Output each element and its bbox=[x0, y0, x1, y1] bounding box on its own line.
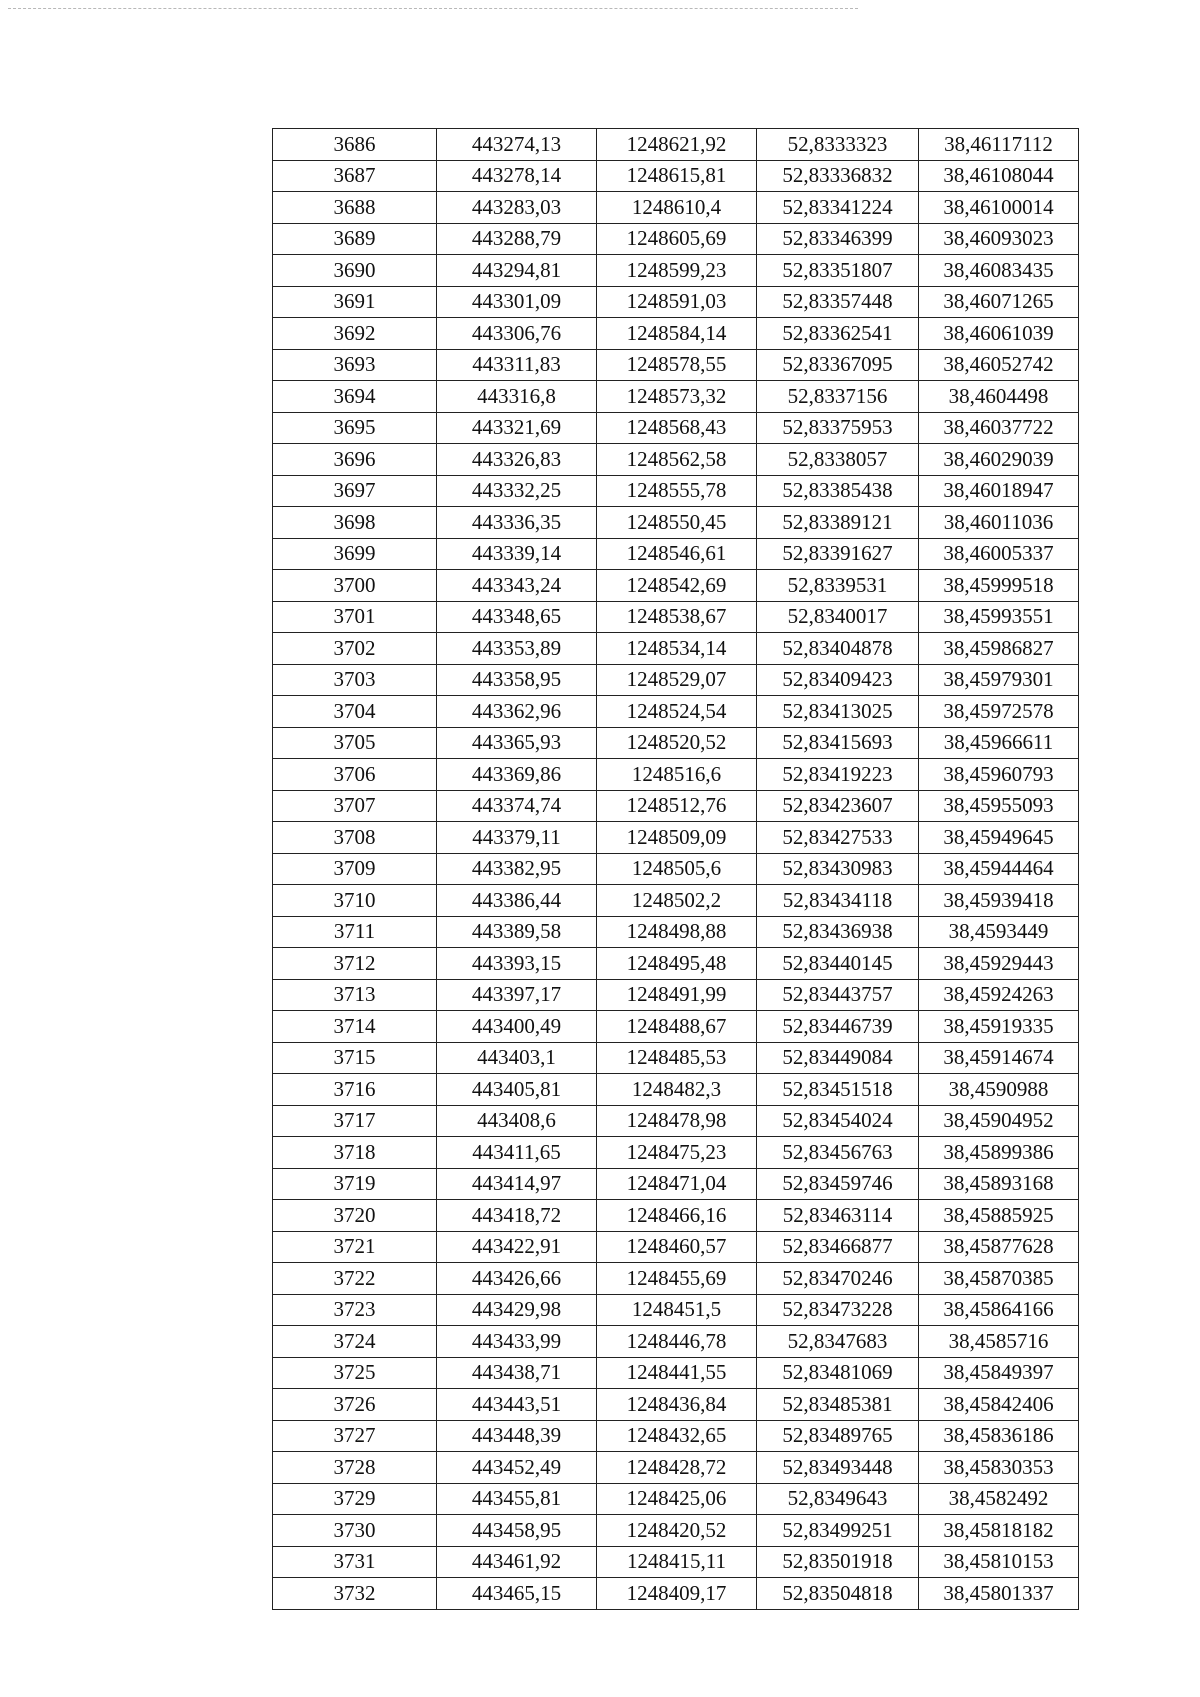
latitude-cell: 52,83346399 bbox=[757, 223, 919, 255]
point-number-cell: 3688 bbox=[273, 192, 437, 224]
x-coordinate-cell: 443426,66 bbox=[437, 1263, 597, 1295]
point-number-cell: 3723 bbox=[273, 1294, 437, 1326]
latitude-cell: 52,83423607 bbox=[757, 790, 919, 822]
y-coordinate-cell: 1248621,92 bbox=[597, 129, 757, 161]
table-row bbox=[273, 1515, 1079, 1547]
x-coordinate-cell: 443374,74 bbox=[437, 790, 597, 822]
longitude-cell: 38,45830353 bbox=[919, 1452, 1079, 1484]
point-number-cell: 3704 bbox=[273, 696, 437, 728]
x-coordinate-cell: 443358,95 bbox=[437, 664, 597, 696]
point-number-cell: 3722 bbox=[273, 1263, 437, 1295]
y-coordinate-cell: 1248436,84 bbox=[597, 1389, 757, 1421]
x-coordinate-cell: 443339,14 bbox=[437, 538, 597, 570]
longitude-cell: 38,45972578 bbox=[919, 696, 1079, 728]
latitude-cell: 52,83501918 bbox=[757, 1546, 919, 1578]
latitude-cell: 52,83459746 bbox=[757, 1168, 919, 1200]
table-row bbox=[273, 1294, 1079, 1326]
x-coordinate-cell: 443386,44 bbox=[437, 885, 597, 917]
longitude-cell: 38,4582492 bbox=[919, 1483, 1079, 1515]
x-coordinate-cell: 443433,99 bbox=[437, 1326, 597, 1358]
point-number-cell: 3686 bbox=[273, 129, 437, 161]
point-number-cell: 3724 bbox=[273, 1326, 437, 1358]
latitude-cell: 52,83463114 bbox=[757, 1200, 919, 1232]
latitude-cell: 52,83489765 bbox=[757, 1420, 919, 1452]
latitude-cell: 52,83427533 bbox=[757, 822, 919, 854]
latitude-cell: 52,8339531 bbox=[757, 570, 919, 602]
latitude-cell: 52,83413025 bbox=[757, 696, 919, 728]
y-coordinate-cell: 1248509,09 bbox=[597, 822, 757, 854]
y-coordinate-cell: 1248455,69 bbox=[597, 1263, 757, 1295]
y-coordinate-cell: 1248573,32 bbox=[597, 381, 757, 413]
point-number-cell: 3727 bbox=[273, 1420, 437, 1452]
table-row bbox=[273, 948, 1079, 980]
latitude-cell: 52,83440145 bbox=[757, 948, 919, 980]
point-number-cell: 3730 bbox=[273, 1515, 437, 1547]
table-row bbox=[273, 223, 1079, 255]
latitude-cell: 52,83415693 bbox=[757, 727, 919, 759]
x-coordinate-cell: 443332,25 bbox=[437, 475, 597, 507]
x-coordinate-cell: 443408,6 bbox=[437, 1105, 597, 1137]
x-coordinate-cell: 443455,81 bbox=[437, 1483, 597, 1515]
x-coordinate-cell: 443403,1 bbox=[437, 1042, 597, 1074]
point-number-cell: 3701 bbox=[273, 601, 437, 633]
x-coordinate-cell: 443443,51 bbox=[437, 1389, 597, 1421]
x-coordinate-cell: 443422,91 bbox=[437, 1231, 597, 1263]
y-coordinate-cell: 1248409,17 bbox=[597, 1578, 757, 1610]
coordinates-table bbox=[272, 128, 1079, 1610]
y-coordinate-cell: 1248432,65 bbox=[597, 1420, 757, 1452]
longitude-cell: 38,45904952 bbox=[919, 1105, 1079, 1137]
latitude-cell: 52,83419223 bbox=[757, 759, 919, 791]
longitude-cell: 38,4585716 bbox=[919, 1326, 1079, 1358]
longitude-cell: 38,4604498 bbox=[919, 381, 1079, 413]
latitude-cell: 52,83454024 bbox=[757, 1105, 919, 1137]
longitude-cell: 38,45924263 bbox=[919, 979, 1079, 1011]
longitude-cell: 38,46011036 bbox=[919, 507, 1079, 539]
point-number-cell: 3708 bbox=[273, 822, 437, 854]
table-row bbox=[273, 381, 1079, 413]
latitude-cell: 52,83473228 bbox=[757, 1294, 919, 1326]
latitude-cell: 52,83456763 bbox=[757, 1137, 919, 1169]
y-coordinate-cell: 1248568,43 bbox=[597, 412, 757, 444]
table-row bbox=[273, 1326, 1079, 1358]
x-coordinate-cell: 443465,15 bbox=[437, 1578, 597, 1610]
longitude-cell: 38,45939418 bbox=[919, 885, 1079, 917]
y-coordinate-cell: 1248478,98 bbox=[597, 1105, 757, 1137]
table-row bbox=[273, 129, 1079, 161]
longitude-cell: 38,46083435 bbox=[919, 255, 1079, 287]
latitude-cell: 52,83430983 bbox=[757, 853, 919, 885]
x-coordinate-cell: 443274,13 bbox=[437, 129, 597, 161]
point-number-cell: 3703 bbox=[273, 664, 437, 696]
point-number-cell: 3694 bbox=[273, 381, 437, 413]
table-row bbox=[273, 160, 1079, 192]
x-coordinate-cell: 443348,65 bbox=[437, 601, 597, 633]
x-coordinate-cell: 443461,92 bbox=[437, 1546, 597, 1578]
point-number-cell: 3690 bbox=[273, 255, 437, 287]
y-coordinate-cell: 1248420,52 bbox=[597, 1515, 757, 1547]
latitude-cell: 52,83470246 bbox=[757, 1263, 919, 1295]
table-row bbox=[273, 1483, 1079, 1515]
table-row bbox=[273, 475, 1079, 507]
x-coordinate-cell: 443418,72 bbox=[437, 1200, 597, 1232]
table-row bbox=[273, 318, 1079, 350]
y-coordinate-cell: 1248460,57 bbox=[597, 1231, 757, 1263]
x-coordinate-cell: 443405,81 bbox=[437, 1074, 597, 1106]
longitude-cell: 38,45929443 bbox=[919, 948, 1079, 980]
y-coordinate-cell: 1248555,78 bbox=[597, 475, 757, 507]
latitude-cell: 52,83389121 bbox=[757, 507, 919, 539]
y-coordinate-cell: 1248605,69 bbox=[597, 223, 757, 255]
latitude-cell: 52,83404878 bbox=[757, 633, 919, 665]
x-coordinate-cell: 443389,58 bbox=[437, 916, 597, 948]
latitude-cell: 52,83466877 bbox=[757, 1231, 919, 1263]
longitude-cell: 38,45960793 bbox=[919, 759, 1079, 791]
longitude-cell: 38,45893168 bbox=[919, 1168, 1079, 1200]
point-number-cell: 3692 bbox=[273, 318, 437, 350]
latitude-cell: 52,83481069 bbox=[757, 1357, 919, 1389]
longitude-cell: 38,45914674 bbox=[919, 1042, 1079, 1074]
y-coordinate-cell: 1248491,99 bbox=[597, 979, 757, 1011]
longitude-cell: 38,45810153 bbox=[919, 1546, 1079, 1578]
y-coordinate-cell: 1248542,69 bbox=[597, 570, 757, 602]
longitude-cell: 38,46037722 bbox=[919, 412, 1079, 444]
table-row bbox=[273, 1074, 1079, 1106]
latitude-cell: 52,8333323 bbox=[757, 129, 919, 161]
point-number-cell: 3714 bbox=[273, 1011, 437, 1043]
longitude-cell: 38,45986827 bbox=[919, 633, 1079, 665]
longitude-cell: 38,46100014 bbox=[919, 192, 1079, 224]
point-number-cell: 3699 bbox=[273, 538, 437, 570]
point-number-cell: 3711 bbox=[273, 916, 437, 948]
y-coordinate-cell: 1248546,61 bbox=[597, 538, 757, 570]
table-row bbox=[273, 192, 1079, 224]
x-coordinate-cell: 443311,83 bbox=[437, 349, 597, 381]
x-coordinate-cell: 443458,95 bbox=[437, 1515, 597, 1547]
y-coordinate-cell: 1248441,55 bbox=[597, 1357, 757, 1389]
point-number-cell: 3717 bbox=[273, 1105, 437, 1137]
point-number-cell: 3720 bbox=[273, 1200, 437, 1232]
x-coordinate-cell: 443283,03 bbox=[437, 192, 597, 224]
latitude-cell: 52,8349643 bbox=[757, 1483, 919, 1515]
y-coordinate-cell: 1248599,23 bbox=[597, 255, 757, 287]
longitude-cell: 38,46052742 bbox=[919, 349, 1079, 381]
table-row bbox=[273, 1200, 1079, 1232]
y-coordinate-cell: 1248524,54 bbox=[597, 696, 757, 728]
point-number-cell: 3725 bbox=[273, 1357, 437, 1389]
longitude-cell: 38,45899386 bbox=[919, 1137, 1079, 1169]
point-number-cell: 3696 bbox=[273, 444, 437, 476]
x-coordinate-cell: 443411,65 bbox=[437, 1137, 597, 1169]
scan-edge-mark bbox=[8, 8, 858, 9]
table-row bbox=[273, 1546, 1079, 1578]
table-row bbox=[273, 1420, 1079, 1452]
x-coordinate-cell: 443414,97 bbox=[437, 1168, 597, 1200]
longitude-cell: 38,46093023 bbox=[919, 223, 1079, 255]
longitude-cell: 38,46117112 bbox=[919, 129, 1079, 161]
y-coordinate-cell: 1248428,72 bbox=[597, 1452, 757, 1484]
y-coordinate-cell: 1248591,03 bbox=[597, 286, 757, 318]
x-coordinate-cell: 443301,09 bbox=[437, 286, 597, 318]
y-coordinate-cell: 1248534,14 bbox=[597, 633, 757, 665]
longitude-cell: 38,45979301 bbox=[919, 664, 1079, 696]
coordinates-table-body bbox=[273, 129, 1079, 1610]
point-number-cell: 3702 bbox=[273, 633, 437, 665]
longitude-cell: 38,45993551 bbox=[919, 601, 1079, 633]
point-number-cell: 3726 bbox=[273, 1389, 437, 1421]
table-row bbox=[273, 979, 1079, 1011]
table-row bbox=[273, 1042, 1079, 1074]
point-number-cell: 3705 bbox=[273, 727, 437, 759]
y-coordinate-cell: 1248488,67 bbox=[597, 1011, 757, 1043]
point-number-cell: 3695 bbox=[273, 412, 437, 444]
table-row bbox=[273, 759, 1079, 791]
latitude-cell: 52,83499251 bbox=[757, 1515, 919, 1547]
longitude-cell: 38,45849397 bbox=[919, 1357, 1079, 1389]
y-coordinate-cell: 1248584,14 bbox=[597, 318, 757, 350]
longitude-cell: 38,45944464 bbox=[919, 853, 1079, 885]
table-row bbox=[273, 349, 1079, 381]
x-coordinate-cell: 443343,24 bbox=[437, 570, 597, 602]
table-row bbox=[273, 1105, 1079, 1137]
y-coordinate-cell: 1248502,2 bbox=[597, 885, 757, 917]
latitude-cell: 52,83351807 bbox=[757, 255, 919, 287]
table-row bbox=[273, 570, 1079, 602]
longitude-cell: 38,46029039 bbox=[919, 444, 1079, 476]
y-coordinate-cell: 1248505,6 bbox=[597, 853, 757, 885]
longitude-cell: 38,46108044 bbox=[919, 160, 1079, 192]
table-row bbox=[273, 822, 1079, 854]
table-row bbox=[273, 1263, 1079, 1295]
point-number-cell: 3713 bbox=[273, 979, 437, 1011]
table-row bbox=[273, 601, 1079, 633]
x-coordinate-cell: 443288,79 bbox=[437, 223, 597, 255]
x-coordinate-cell: 443362,96 bbox=[437, 696, 597, 728]
longitude-cell: 38,46018947 bbox=[919, 475, 1079, 507]
latitude-cell: 52,83362541 bbox=[757, 318, 919, 350]
point-number-cell: 3732 bbox=[273, 1578, 437, 1610]
latitude-cell: 52,83485381 bbox=[757, 1389, 919, 1421]
latitude-cell: 52,83436938 bbox=[757, 916, 919, 948]
table-row bbox=[273, 538, 1079, 570]
point-number-cell: 3700 bbox=[273, 570, 437, 602]
point-number-cell: 3719 bbox=[273, 1168, 437, 1200]
table-row bbox=[273, 727, 1079, 759]
point-number-cell: 3697 bbox=[273, 475, 437, 507]
latitude-cell: 52,83409423 bbox=[757, 664, 919, 696]
table-row bbox=[273, 286, 1079, 318]
x-coordinate-cell: 443448,39 bbox=[437, 1420, 597, 1452]
longitude-cell: 38,4590988 bbox=[919, 1074, 1079, 1106]
table-row bbox=[273, 790, 1079, 822]
latitude-cell: 52,83336832 bbox=[757, 160, 919, 192]
table-row bbox=[273, 885, 1079, 917]
point-number-cell: 3689 bbox=[273, 223, 437, 255]
y-coordinate-cell: 1248512,76 bbox=[597, 790, 757, 822]
x-coordinate-cell: 443294,81 bbox=[437, 255, 597, 287]
y-coordinate-cell: 1248498,88 bbox=[597, 916, 757, 948]
table-row bbox=[273, 1231, 1079, 1263]
latitude-cell: 52,83367095 bbox=[757, 349, 919, 381]
y-coordinate-cell: 1248451,5 bbox=[597, 1294, 757, 1326]
y-coordinate-cell: 1248415,11 bbox=[597, 1546, 757, 1578]
y-coordinate-cell: 1248485,53 bbox=[597, 1042, 757, 1074]
table-row bbox=[273, 412, 1079, 444]
latitude-cell: 52,83449084 bbox=[757, 1042, 919, 1074]
longitude-cell: 38,45877628 bbox=[919, 1231, 1079, 1263]
longitude-cell: 38,45949645 bbox=[919, 822, 1079, 854]
table-row bbox=[273, 1137, 1079, 1169]
y-coordinate-cell: 1248516,6 bbox=[597, 759, 757, 791]
x-coordinate-cell: 443353,89 bbox=[437, 633, 597, 665]
latitude-cell: 52,8347683 bbox=[757, 1326, 919, 1358]
longitude-cell: 38,45955093 bbox=[919, 790, 1079, 822]
table-row bbox=[273, 633, 1079, 665]
point-number-cell: 3716 bbox=[273, 1074, 437, 1106]
table-row bbox=[273, 255, 1079, 287]
latitude-cell: 52,83375953 bbox=[757, 412, 919, 444]
point-number-cell: 3706 bbox=[273, 759, 437, 791]
y-coordinate-cell: 1248475,23 bbox=[597, 1137, 757, 1169]
y-coordinate-cell: 1248446,78 bbox=[597, 1326, 757, 1358]
y-coordinate-cell: 1248529,07 bbox=[597, 664, 757, 696]
y-coordinate-cell: 1248562,58 bbox=[597, 444, 757, 476]
x-coordinate-cell: 443316,8 bbox=[437, 381, 597, 413]
point-number-cell: 3728 bbox=[273, 1452, 437, 1484]
table-row bbox=[273, 1011, 1079, 1043]
longitude-cell: 38,4593449 bbox=[919, 916, 1079, 948]
point-number-cell: 3691 bbox=[273, 286, 437, 318]
point-number-cell: 3718 bbox=[273, 1137, 437, 1169]
point-number-cell: 3693 bbox=[273, 349, 437, 381]
latitude-cell: 52,83391627 bbox=[757, 538, 919, 570]
latitude-cell: 52,8337156 bbox=[757, 381, 919, 413]
x-coordinate-cell: 443397,17 bbox=[437, 979, 597, 1011]
latitude-cell: 52,8338057 bbox=[757, 444, 919, 476]
table-row bbox=[273, 664, 1079, 696]
point-number-cell: 3707 bbox=[273, 790, 437, 822]
latitude-cell: 52,83446739 bbox=[757, 1011, 919, 1043]
table-row bbox=[273, 696, 1079, 728]
point-number-cell: 3729 bbox=[273, 1483, 437, 1515]
y-coordinate-cell: 1248615,81 bbox=[597, 160, 757, 192]
table-row bbox=[273, 444, 1079, 476]
latitude-cell: 52,83451518 bbox=[757, 1074, 919, 1106]
latitude-cell: 52,83385438 bbox=[757, 475, 919, 507]
longitude-cell: 38,45864166 bbox=[919, 1294, 1079, 1326]
x-coordinate-cell: 443306,76 bbox=[437, 318, 597, 350]
y-coordinate-cell: 1248425,06 bbox=[597, 1483, 757, 1515]
latitude-cell: 52,83357448 bbox=[757, 286, 919, 318]
longitude-cell: 38,45836186 bbox=[919, 1420, 1079, 1452]
x-coordinate-cell: 443400,49 bbox=[437, 1011, 597, 1043]
longitude-cell: 38,45919335 bbox=[919, 1011, 1079, 1043]
x-coordinate-cell: 443382,95 bbox=[437, 853, 597, 885]
longitude-cell: 38,45818182 bbox=[919, 1515, 1079, 1547]
table-row bbox=[273, 916, 1079, 948]
longitude-cell: 38,45885925 bbox=[919, 1200, 1079, 1232]
point-number-cell: 3709 bbox=[273, 853, 437, 885]
longitude-cell: 38,45999518 bbox=[919, 570, 1079, 602]
longitude-cell: 38,46071265 bbox=[919, 286, 1079, 318]
point-number-cell: 3698 bbox=[273, 507, 437, 539]
x-coordinate-cell: 443438,71 bbox=[437, 1357, 597, 1389]
y-coordinate-cell: 1248471,04 bbox=[597, 1168, 757, 1200]
x-coordinate-cell: 443365,93 bbox=[437, 727, 597, 759]
point-number-cell: 3731 bbox=[273, 1546, 437, 1578]
y-coordinate-cell: 1248520,52 bbox=[597, 727, 757, 759]
point-number-cell: 3721 bbox=[273, 1231, 437, 1263]
x-coordinate-cell: 443326,83 bbox=[437, 444, 597, 476]
point-number-cell: 3712 bbox=[273, 948, 437, 980]
point-number-cell: 3715 bbox=[273, 1042, 437, 1074]
y-coordinate-cell: 1248550,45 bbox=[597, 507, 757, 539]
latitude-cell: 52,83434118 bbox=[757, 885, 919, 917]
latitude-cell: 52,83443757 bbox=[757, 979, 919, 1011]
table-row bbox=[273, 1452, 1079, 1484]
y-coordinate-cell: 1248578,55 bbox=[597, 349, 757, 381]
latitude-cell: 52,83504818 bbox=[757, 1578, 919, 1610]
x-coordinate-cell: 443336,35 bbox=[437, 507, 597, 539]
longitude-cell: 38,46061039 bbox=[919, 318, 1079, 350]
latitude-cell: 52,83341224 bbox=[757, 192, 919, 224]
y-coordinate-cell: 1248538,67 bbox=[597, 601, 757, 633]
x-coordinate-cell: 443429,98 bbox=[437, 1294, 597, 1326]
table-row bbox=[273, 853, 1079, 885]
longitude-cell: 38,45842406 bbox=[919, 1389, 1079, 1421]
table-row bbox=[273, 507, 1079, 539]
longitude-cell: 38,45801337 bbox=[919, 1578, 1079, 1610]
longitude-cell: 38,45966611 bbox=[919, 727, 1079, 759]
longitude-cell: 38,46005337 bbox=[919, 538, 1079, 570]
y-coordinate-cell: 1248466,16 bbox=[597, 1200, 757, 1232]
point-number-cell: 3710 bbox=[273, 885, 437, 917]
table-row bbox=[273, 1389, 1079, 1421]
x-coordinate-cell: 443379,11 bbox=[437, 822, 597, 854]
table-row bbox=[273, 1357, 1079, 1389]
table-row bbox=[273, 1168, 1079, 1200]
table-row bbox=[273, 1578, 1079, 1610]
x-coordinate-cell: 443393,15 bbox=[437, 948, 597, 980]
point-number-cell: 3687 bbox=[273, 160, 437, 192]
latitude-cell: 52,8340017 bbox=[757, 601, 919, 633]
latitude-cell: 52,83493448 bbox=[757, 1452, 919, 1484]
y-coordinate-cell: 1248610,4 bbox=[597, 192, 757, 224]
x-coordinate-cell: 443452,49 bbox=[437, 1452, 597, 1484]
x-coordinate-cell: 443278,14 bbox=[437, 160, 597, 192]
x-coordinate-cell: 443321,69 bbox=[437, 412, 597, 444]
longitude-cell: 38,45870385 bbox=[919, 1263, 1079, 1295]
y-coordinate-cell: 1248495,48 bbox=[597, 948, 757, 980]
x-coordinate-cell: 443369,86 bbox=[437, 759, 597, 791]
y-coordinate-cell: 1248482,3 bbox=[597, 1074, 757, 1106]
